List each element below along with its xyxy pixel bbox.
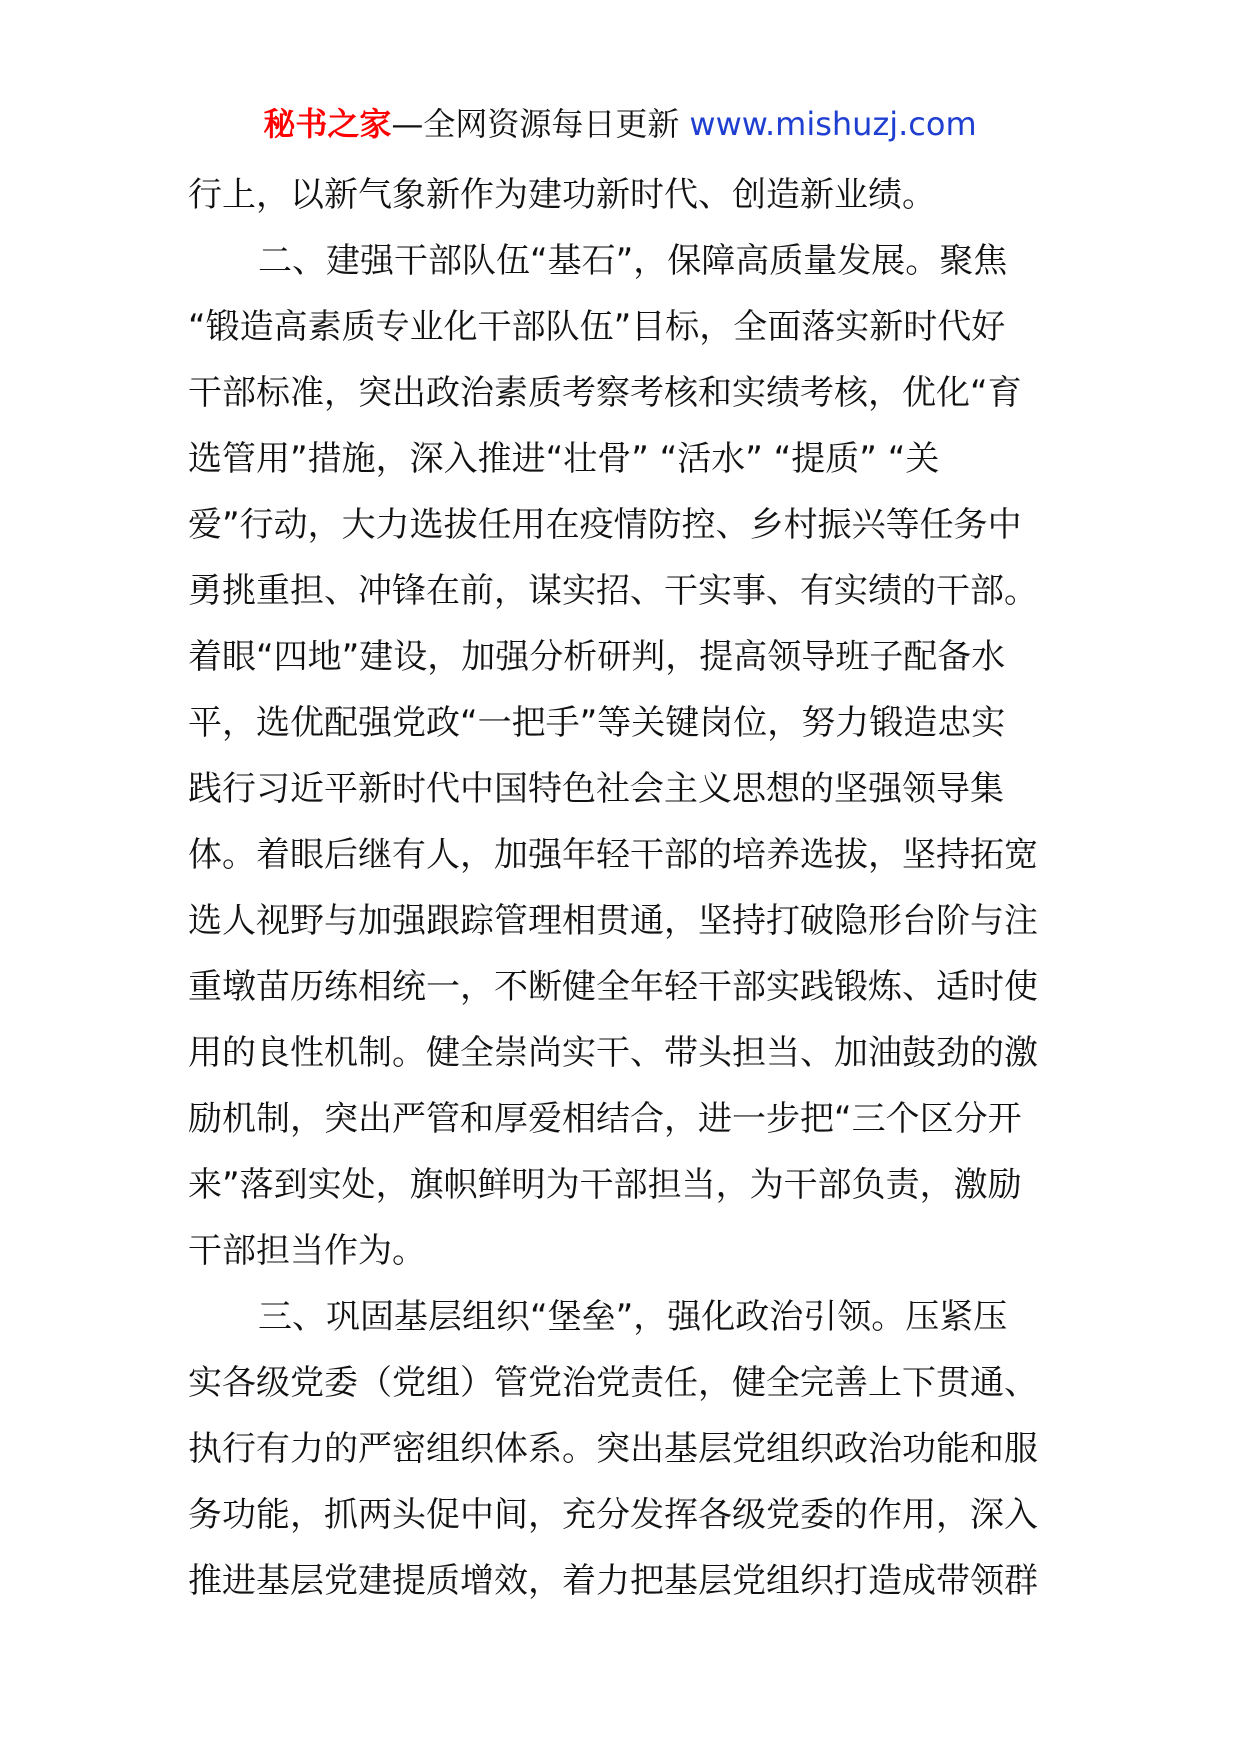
paragraph-continuation: 行上，以新气象新作为建功新时代、创造新业绩。	[188, 175, 936, 215]
page-header	[0, 100, 1240, 148]
site-brand: 秘书之家	[263, 105, 392, 143]
paragraph-section-three: 三、巩固基层组织“堡垒”，强化政治引领。压紧压 实各级党委（党组）管党治党责任，健全完善上下贯通、 执行有力的严密组织体系。突出基层党组织政治功能和服 务功能，抓两头促中间，充分发挥各级党委的作用，深入 推进基层党建提质增效，着力把基层党组织打造成带领群	[188, 1297, 1038, 1601]
document-body	[188, 162, 1068, 1614]
paragraph-section-two: 二、建强干部队伍“基石”，保障高质量发展。聚焦 “锻造高素质专业化干部队伍”目标，全面落实新时代好 干部标准，突出政治素质考察考核和实绩考核，优化“育 选管用”措施，深入推进“壮骨” “活水” “提质” “关 爱”行动，大力选拔任用在疫情防控、乡村振兴等任务中 勇挑重担、冲锋在前，谋实招、干实事、有实绩的干部。 着眼“四地”建设，加强分析研判，提高领导班子配备水 平，选优配强党政“一把手”等关键岗位，努力锻造忠实 践行习近平新时代中国特色社会主义思想的坚强领导集 体。着眼后继有人，加强年轻干部的培养选拔，坚持拓宽 选人视野与加强跟踪管理相贯通，坚持打破隐形台阶与注 重墩苗历练相统一，不断健全年轻干部实践锻炼、适时使 用的良性机制。健全崇尚实干、带头担当、加油鼓劲的激 励机制，突出严管和厚爱相结合，进一步把“三个区分开 来”落到实处，旗帜鲜明为干部担当，为干部负责，激励 干部担当作为。	[188, 241, 1038, 1271]
site-url-link[interactable]: www.mishuzj.com	[689, 105, 977, 143]
site-slogan: —全网资源每日更新	[391, 105, 680, 143]
